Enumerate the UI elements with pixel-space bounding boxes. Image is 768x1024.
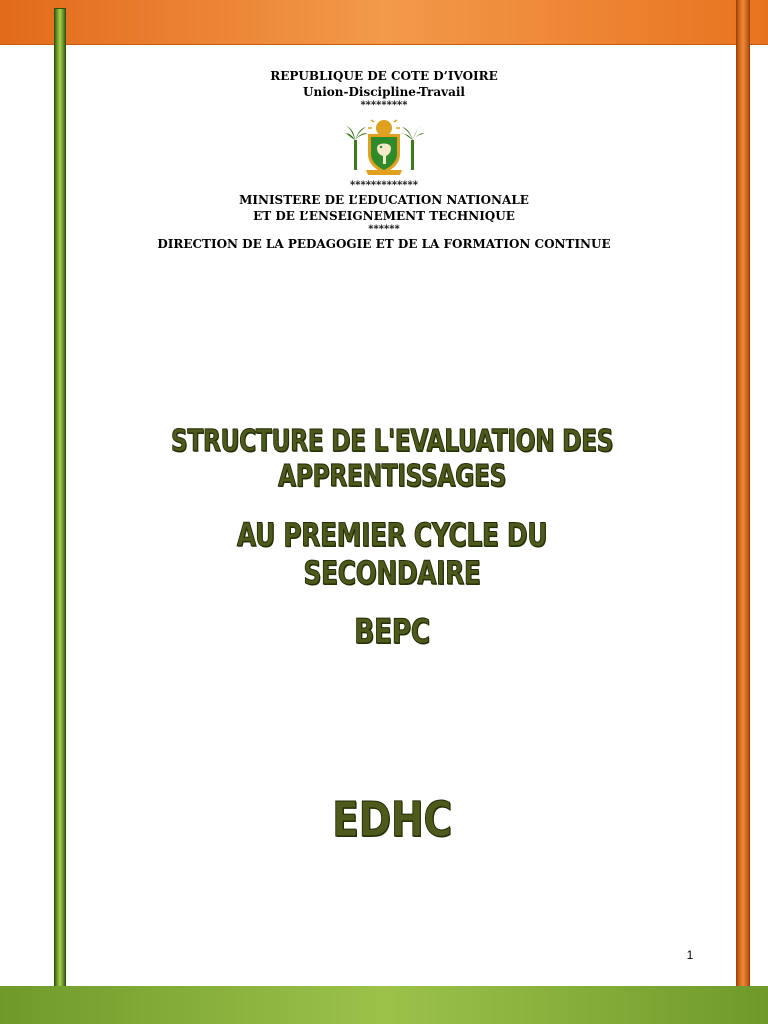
left-green-bar [54, 8, 66, 1024]
coat-of-arms-icon [344, 118, 424, 176]
direction-name: DIRECTION DE LA PEDAGOGIE ET DE LA FORMATION CONTINUE [157, 237, 611, 251]
top-orange-band [0, 0, 768, 45]
exam-name: BEPC [354, 612, 430, 652]
separator-stars: ****** [368, 224, 400, 235]
ministry-line-2: ET DE L’ENSEIGNEMENT TECHNIQUE [253, 209, 515, 223]
separator-stars: ************* [350, 180, 418, 191]
right-orange-bar [736, 0, 750, 986]
document-header [80, 68, 688, 252]
subject-name: EDHC [332, 792, 452, 848]
bottom-green-band [0, 986, 768, 1024]
ministry-line-1: MINISTERE DE L’EDUCATION NATIONALE [239, 193, 529, 207]
page-number: 1 [686, 948, 694, 962]
document-title-line-2: AU PREMIER CYCLE DU SECONDAIRE [236, 516, 548, 592]
national-motto: Union-Discipline-Travail [303, 85, 465, 99]
separator-stars: ********* [360, 100, 408, 111]
republic-name: REPUBLIQUE DE COTE D’IVOIRE [270, 69, 498, 83]
document-title-line-1: STRUCTURE DE L'EVALUATION DES APPRENTISSAGES [170, 424, 614, 494]
